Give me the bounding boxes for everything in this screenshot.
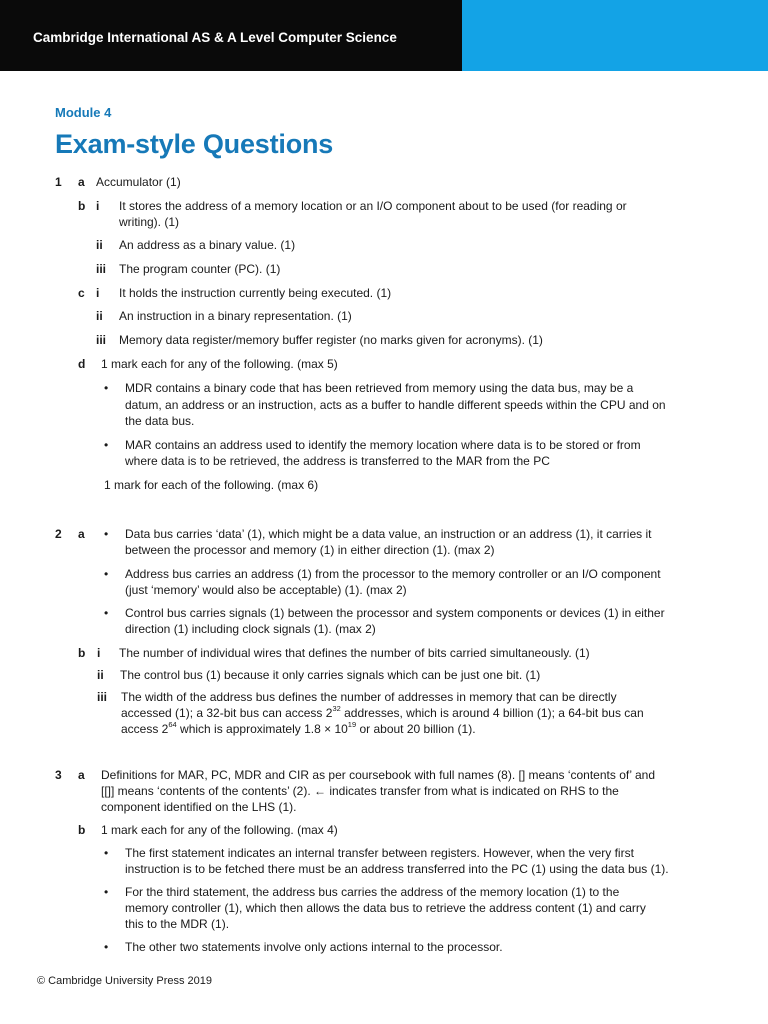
bullet: • (104, 567, 109, 581)
q1-b-ii-answer: An address as a binary value. (1) (119, 238, 296, 252)
q1-b-iii-answer: The program counter (PC). (1) (119, 262, 281, 276)
copyright-footer: © Cambridge University Press 2019 (37, 975, 213, 987)
q2-b-iii-line2-post: addresses, which is around 4 billion (1); a 64-bit bus can (340, 706, 644, 720)
q2-b-i-label: i (97, 646, 101, 660)
q1-b-letter: b (78, 199, 86, 213)
q1-b-i-line2: writing). (1) (119, 215, 180, 229)
q3-b-bullet2-line3: this to the MDR (1). (125, 917, 230, 931)
exponent-64: 64 (168, 720, 177, 729)
q3-b-bullet1-line1: The first statement indicates an internal transfer between registers. However, when the very first (125, 846, 634, 860)
q1-c-i-label: i (96, 286, 100, 300)
q2-a-bullet1-line1: Data bus carries ‘data’ (1), which might be a data value, an instruction or an address (1), it carries it (125, 527, 652, 541)
q3-b-bullet3-line1: The other two statements involve only actions internal to the processor. (125, 940, 503, 954)
bullet: • (104, 438, 109, 452)
q2-b-iii-line1: The width of the address bus defines the number of addresses in memory that can be directly (121, 690, 617, 704)
q3-a-line2: [[]] means ‘contents of the contents’ (2). ← indicates transfer from what is indicated on RHS to the (101, 784, 619, 798)
q2-b-iii-line3-post: or about 20 billion (1). (356, 722, 476, 736)
page-title: Exam-style Questions (55, 129, 334, 159)
q1-d-bullet2-line1: MAR contains an address used to identify the memory location where data is to be stored or from (125, 438, 641, 452)
q1-d-bullet1-line3: the data bus. (125, 414, 195, 428)
q1-d-bullet1-line1: MDR contains a binary code that has been retrieved from memory using the data bus, may be a (125, 381, 634, 395)
q1-c-ii-answer: An instruction in a binary representation. (1) (119, 309, 352, 323)
q1-c-letter: c (78, 286, 85, 300)
q3-b-bullet1-line2: instruction is to be fetched there must be an address transferred into the PC (1) using the data bus (1). (125, 862, 669, 876)
q1-b-iii-label: iii (96, 262, 107, 276)
q1-c-i-answer: It holds the instruction currently being executed. (1) (119, 286, 392, 300)
q1-c-iii-label: iii (96, 333, 107, 347)
q1-b-i-label: i (96, 199, 100, 213)
header-blue-band (462, 0, 768, 71)
q2-a-bullet2-line2: (just ‘memory’ would also be acceptable) (1). (max 2) (125, 583, 407, 597)
q1-c-ii-label: ii (96, 309, 103, 323)
q1-a-answer: Accumulator (1) (96, 175, 181, 189)
q2-a-bullet1-line2: between the processor and memory (1) in either direction (1). (max 2) (125, 543, 495, 557)
q2-b-iii-line3 (121, 721, 476, 738)
q2-b-iii-line3-pre: access 2 (121, 722, 169, 736)
q2-b-letter: b (78, 646, 86, 660)
q2-b-ii-label: ii (97, 668, 104, 682)
q1-b-i-line1: It stores the address of a memory location or an I/O component about to be used (for reading or (119, 199, 627, 213)
q2-b-iii-line2-pre: accessed (1); a 32-bit bus can access 2 (121, 706, 333, 720)
q1-d-letter: d (78, 357, 86, 371)
q3-b-letter: b (78, 823, 86, 837)
q3-a-line1: Definitions for MAR, PC, MDR and CIR as per coursebook with full names (8). [] means ‘contents of’ and (101, 768, 655, 782)
bullet: • (104, 606, 109, 620)
q2-a-bullet2-line1: Address bus carries an address (1) from the processor to the memory controller or an I/O component (125, 567, 661, 581)
q2-number: 2 (55, 527, 62, 541)
q1-b-ii-label: ii (96, 238, 103, 252)
q2-b-iii-label: iii (97, 690, 108, 704)
exponent-32: 32 (332, 704, 341, 713)
header-title: Cambridge International AS & A Level Computer Science (33, 30, 397, 45)
q2-b-iii-line3-mid: which is approximately 1.8 × 10 (176, 722, 348, 736)
q2-a-bullet3-line1: Control bus carries signals (1) between the processor and system components or devices (1) in either (125, 606, 665, 620)
q1-d-bullet1-line2: datum, an address or an instruction, acts as a buffer to handle different speeds within the CPU and on (125, 398, 666, 412)
q1-d-footnote: 1 mark for each of the following. (max 6) (104, 478, 319, 492)
exponent-19: 19 (347, 720, 357, 729)
q1-number: 1 (55, 175, 62, 189)
q2-b-iii-line2 (121, 705, 644, 722)
q1-c-iii-answer: Memory data register/memory buffer register (no marks given for acronyms). (1) (119, 333, 543, 347)
bullet: • (104, 940, 109, 954)
q1-d-intro: 1 mark each for any of the following. (max 5) (101, 357, 338, 371)
bullet: • (104, 846, 109, 860)
q2-b-ii-answer: The control bus (1) because it only carries signals which can be just one bit. (1) (120, 668, 541, 682)
q3-a-line3: component identified on the LHS (1). (101, 800, 297, 814)
bullet: • (104, 885, 109, 899)
q1-a-letter: a (78, 175, 85, 189)
q3-b-intro: 1 mark each for any of the following. (max 4) (101, 823, 338, 837)
q3-b-bullet2-line1: For the third statement, the address bus carries the address of the memory location (1) to the (125, 885, 620, 899)
q3-number: 3 (55, 768, 62, 782)
q2-a-bullet3-line2: direction (1) including clock signals (1). (max 2) (125, 622, 376, 636)
bullet: • (104, 527, 109, 541)
page-header (0, 0, 768, 71)
q2-a-letter: a (78, 527, 85, 541)
module-label: Module 4 (55, 105, 112, 120)
q2-b-i-answer: The number of individual wires that defines the number of bits carried simultaneously. (1) (119, 646, 590, 660)
bullet: • (104, 381, 109, 395)
q3-a-letter: a (78, 768, 85, 782)
q3-b-bullet2-line2: memory controller (1), which then allows the data bus to retrieve the address content (1) and carry (125, 901, 646, 915)
q1-d-bullet2-line2: where data is to be retrieved, the address is transferred to the MAR from the PC (125, 454, 550, 468)
